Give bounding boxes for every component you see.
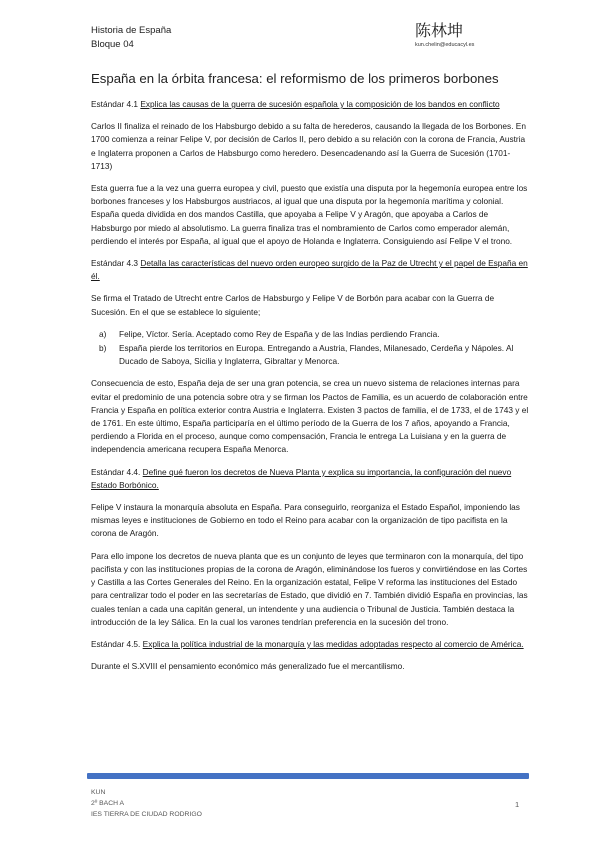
list-marker: a) [99,328,107,339]
list-item-text: Felipe, Víctor. Sería. Aceptado como Rey de España y de las Indias perdiendo Francia. [119,328,440,339]
standard-title: Explica la política industrial de la monarquía y las medidas adoptadas respecto al comercio de América. [142,638,524,649]
header-block: Bloque 04 [91,39,134,50]
standard-title: Define qué fueron los decretos de Nueva Planta y explica su importancia, la configuración del nuevo Estado Borbónico. [91,466,512,490]
paragraph: Durante el S.XVIII el pensamiento económico más generalizado fue el mercantilismo. [91,661,405,672]
page-title: España en la órbita francesa: el reformismo de los primeros borbones [91,71,499,86]
standard-heading [91,257,529,283]
header-subject: Historia de España [91,25,172,36]
footer-course: 2º BACH A [91,800,125,807]
standard-title: Detalla las características del nuevo orden europeo surgido de la Paz de Utrecht y el papel de España en él. [91,258,528,282]
paragraph: Esta guerra fue a la vez una guerra europea y civil, puesto que existía una disputa por la hegemonía europea entre los borbones franceses y los Habsburgos austriacos, al igual que una disputa por la hegemonía marítima y colonial. España queda dividida en dos mandos Castilla, que apoyaba a Felipe V y Aragón, que apoyaba a Carlos de Habsburgo por miedo al absolutismo. La guerra finaliza tras el nombramiento de Carlos como emperador alemán, perdiendo el interés por España, al igual que el apoyo de Holanda e Inglaterra. Consiguiendo así Felipe V el trono. [91,183,528,246]
paragraph: Se firma el Tratado de Utrecht entre Carlos de Habsburgo y Felipe V de Borbón para acabar con la Guerra de Sucesión. En el que se establece lo siguiente; [91,293,495,317]
standard-title: Explica las causas de la guerra de sucesión española y la composición de los bandos en conflicto [140,99,500,109]
paragraph: Carlos II finaliza el reinado de los Habsburgo debido a su falta de herederos, causando la llegada de los Borbones. En 1700 comienza a reinar Felipe V, por decisión de Carlos II, pero debido a su relación con la corona de Francia, Austria e Inglaterra proponen a Carlos de Habsburgo como heredero. Desencadenando así la Guerra de Sucesión (1701-1713) [91,121,526,171]
document-body [91,98,529,682]
standard-label: Estándar 4.3 [91,258,139,269]
footer-school: IES TIERRA DE CIUDAD RODRIGO [91,811,202,818]
header-left [91,24,171,52]
standard-heading [91,98,529,111]
header-right [415,22,474,48]
treaty-list [91,328,529,369]
list-item [99,342,529,368]
standard-heading [91,466,529,492]
paragraph: Para ello impone los decretos de nueva planta que es un conjunto de leyes que terminaron con la monarquía, del tipo pacifista y con las instituciones propias de la corona de Aragón, eliminándose los fueros y convirtiéndose en las Cortes y Castilla a las Cortes Generales del Reino. En la organización estatal, Felipe V reforma las instituciones del Estado para centralizar todo el poder en las secretarías de Estado, que dividió en 7. También dividió España en provincias, las cuales tenían a cada una capitán general, un intendente y una audiencia o Tribunal de Justicia. También destaca la introducción de la ley Sálica. En la cual los varones tendrían preferencia en la sucesión del trono. [91,550,528,627]
list-item [99,328,529,341]
footer [91,787,202,820]
author-email: kun.chelin@educacyl.es [415,42,475,48]
standard-heading [91,638,529,651]
paragraph: Felipe V instaura la monarquía absoluta en España. Para conseguirlo, reorganiza el Estado Español, imponiendo las mismas leyes e instituciones de Gobierno en todo el Reino para acabar con la organización de tipo pacifista en la corona de Aragón. [91,502,520,539]
footer-bar [87,773,529,779]
list-marker: b) [99,343,107,354]
paragraph: Consecuencia de esto, España deja de ser una gran potencia, se crea un nuevo sistema de relaciones internas para evitar el predominio de una potencia sobre otra y se firman los Pactos de Familia, es un acuerdo de colaboración entre Francia y España en política exterior contra Austria e Inglaterra. Existen 3 pactos de familia, el de 1733, el de 1743 y el de 1761. En este último, España participaría en el último período de la Guerra de los 7 años, apoyando a Francia, perdiendo a Florida en el proceso, aunque como compensación, Francia le entrega La Luisiana y en la guerra de independencia americana recupera España Menorca. [91,378,529,455]
list-item-text: España pierde los territorios en Europa. Entregando a Austria, Flandes, Milanesado, Cerdeña y Nápoles. Al Ducado de Saboya, Sicilia y Inglaterra, Gibraltar y Menorca. [119,343,514,367]
standard-label: Estándar 4.5. [91,638,141,649]
standard-label: Estándar 4.1 [91,99,139,109]
page-number: 1 [515,800,520,809]
author-name: 陈林坤 [415,21,464,40]
footer-author: KUN [91,789,106,796]
standard-label: Estándar 4.4. [91,466,141,477]
